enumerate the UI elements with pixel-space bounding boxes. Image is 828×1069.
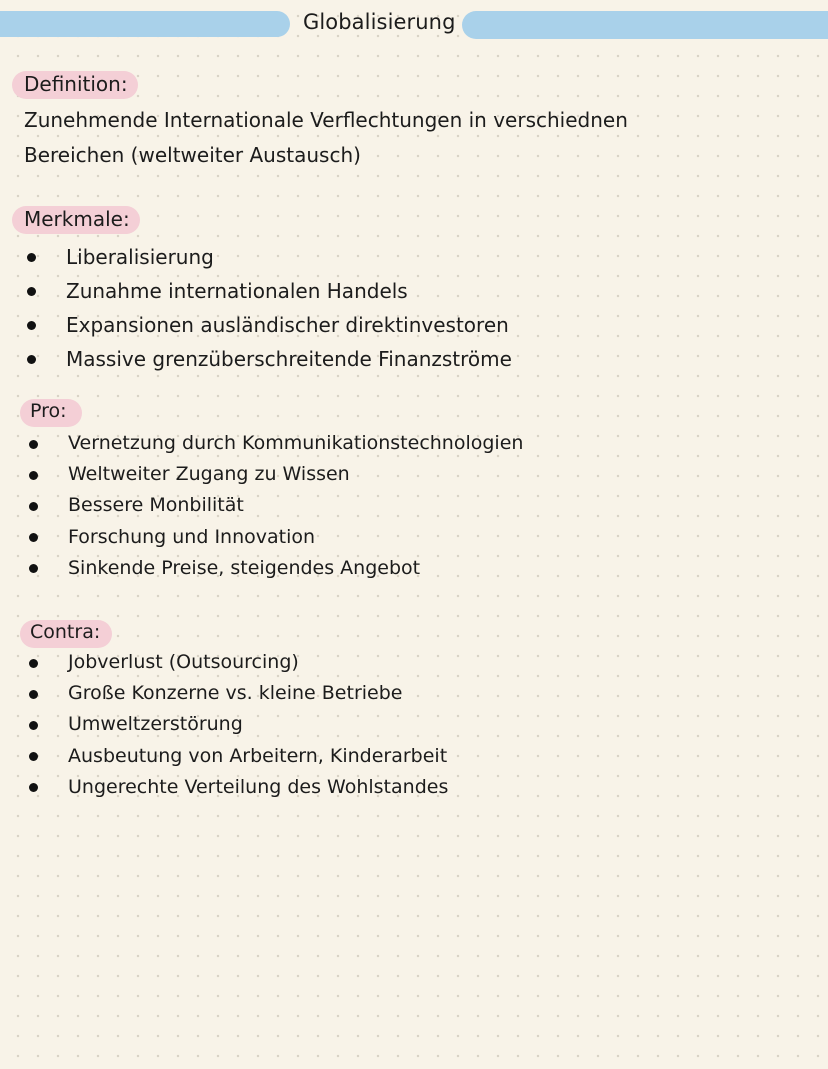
definition-line: Bereichen (weltweiter Austausch) — [24, 143, 361, 167]
contra-heading: Contra: — [30, 623, 100, 642]
list-item: Umweltzerstörung — [26, 709, 448, 740]
merkmale-heading: Merkmale: — [24, 209, 130, 229]
bullet-icon — [29, 471, 38, 480]
list-item: Vernetzung durch Kommunikationstechnologien — [26, 428, 523, 459]
bullet-icon — [29, 752, 38, 761]
merkmale-list — [24, 240, 512, 376]
list-item: Forschung und Innovation — [26, 522, 523, 553]
list-item: Massive grenzüberschreitende Finanzströme — [24, 342, 512, 376]
bullet-icon — [27, 287, 36, 296]
bullet-icon — [29, 659, 38, 668]
definition-text — [24, 103, 724, 173]
bullet-icon — [27, 355, 36, 364]
list-item: Ausbeutung von Arbeitern, Kinderarbeit — [26, 741, 448, 772]
list-item: Jobverlust (Outsourcing) — [26, 647, 448, 678]
bullet-icon — [29, 721, 38, 730]
bullet-icon — [29, 440, 38, 449]
list-item: Zunahme internationalen Handels — [24, 274, 512, 308]
title-bar-right — [462, 11, 828, 39]
definition-line: Zunehmende Internationale Verflechtungen in verschiednen — [24, 108, 628, 132]
list-item: Bessere Monbilität — [26, 490, 523, 521]
list-item: Liberalisierung — [24, 240, 512, 274]
bullet-icon — [29, 564, 38, 573]
pro-list — [26, 428, 523, 584]
pro-heading: Pro: — [30, 402, 67, 421]
definition-heading: Definition: — [24, 74, 128, 94]
page-title: Globalisierung — [303, 10, 456, 34]
bullet-icon — [27, 253, 36, 262]
bullet-icon — [27, 321, 36, 330]
bullet-icon — [29, 502, 38, 511]
title-bar-left — [0, 11, 290, 37]
contra-list — [26, 647, 448, 803]
list-item: Ungerechte Verteilung des Wohlstandes — [26, 772, 448, 803]
list-item: Sinkende Preise, steigendes Angebot — [26, 553, 523, 584]
list-item: Große Konzerne vs. kleine Betriebe — [26, 678, 448, 709]
list-item: Expansionen ausländischer direktinvestoren — [24, 308, 512, 342]
list-item: Weltweiter Zugang zu Wissen — [26, 459, 523, 490]
bullet-icon — [29, 783, 38, 792]
bullet-icon — [29, 533, 38, 542]
bullet-icon — [29, 690, 38, 699]
